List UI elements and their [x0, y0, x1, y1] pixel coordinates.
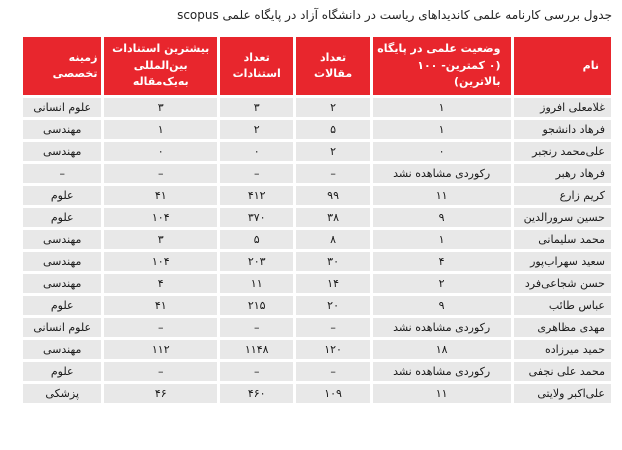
table-row — [23, 164, 611, 183]
cell-status: رکوردی مشاهده نشد — [373, 362, 511, 381]
cell-name: فرهاد دانشجو — [514, 120, 612, 139]
cell-citations: ۱۱ — [220, 274, 293, 293]
cell-name: غلامعلی افروز — [514, 98, 612, 117]
cell-name: فرهاد رهبر — [514, 164, 612, 183]
table-row — [23, 230, 611, 249]
cell-max-citations: ۰ — [104, 142, 217, 161]
table-row — [23, 98, 611, 117]
page-title: جدول بررسی کارنامه علمی کاندیداهای ریاست در دانشگاه آزاد در پایگاه علمی scopus — [177, 8, 612, 22]
header-row — [23, 37, 611, 95]
cell-status: ۱۸ — [373, 340, 511, 359]
cell-name: عباس طائب — [514, 296, 612, 315]
cell-citations: ۱۱۴۸ — [220, 340, 293, 359]
cell-max-citations: ۴ — [104, 274, 217, 293]
cell-max-citations: ۱۱۲ — [104, 340, 217, 359]
cell-status: ۱۱ — [373, 384, 511, 403]
table-row — [23, 274, 611, 293]
cell-status: ۱ — [373, 120, 511, 139]
cell-max-citations: ۴۱ — [104, 186, 217, 205]
cell-status: ۱ — [373, 230, 511, 249]
cell-name: علی‌محمد رنجبر — [514, 142, 612, 161]
cell-articles: ۲ — [296, 142, 369, 161]
cell-name: محمد علی نجفی — [514, 362, 612, 381]
cell-field: علوم انسانی — [23, 98, 101, 117]
cell-articles: ۲۰ — [296, 296, 369, 315]
table-row — [23, 142, 611, 161]
cell-max-citations: ۱۰۴ — [104, 252, 217, 271]
table-row — [23, 120, 611, 139]
cell-max-citations: – — [104, 318, 217, 337]
cell-max-citations: ۱۰۴ — [104, 208, 217, 227]
cell-articles: ۱۴ — [296, 274, 369, 293]
cell-name: حسن شجاعی‌فرد — [514, 274, 612, 293]
cell-max-citations: ۳ — [104, 98, 217, 117]
cell-field: مهندسی — [23, 120, 101, 139]
table-row — [23, 296, 611, 315]
cell-field: مهندسی — [23, 274, 101, 293]
cell-status: رکوردی مشاهده نشد — [373, 318, 511, 337]
cell-field: مهندسی — [23, 230, 101, 249]
cell-name: حمید میرزاده — [514, 340, 612, 359]
cell-field: علوم — [23, 186, 101, 205]
table-row — [23, 186, 611, 205]
table-row — [23, 340, 611, 359]
cell-citations: ۲ — [220, 120, 293, 139]
cell-citations: ۲۱۵ — [220, 296, 293, 315]
col-header-name: نام — [514, 37, 612, 95]
cell-status: ۹ — [373, 296, 511, 315]
cell-field: مهندسی — [23, 252, 101, 271]
cell-articles: ۸ — [296, 230, 369, 249]
cell-articles: – — [296, 362, 369, 381]
cell-citations: ۳ — [220, 98, 293, 117]
cell-status: رکوردی مشاهده نشد — [373, 164, 511, 183]
cell-field: علوم انسانی — [23, 318, 101, 337]
cell-articles: ۱۰۹ — [296, 384, 369, 403]
cell-field: علوم — [23, 208, 101, 227]
cell-max-citations: ۳ — [104, 230, 217, 249]
col-header-status: وضعیت علمی در پایگاه (۰ کمترین- ۱۰۰ بالاترین) — [373, 37, 511, 95]
cell-status: ۲ — [373, 274, 511, 293]
cell-citations: ۲۰۳ — [220, 252, 293, 271]
cell-citations: ۳۷۰ — [220, 208, 293, 227]
cell-citations: ۰ — [220, 142, 293, 161]
cell-name: سعید سهراب‌پور — [514, 252, 612, 271]
cell-citations: ۴۱۲ — [220, 186, 293, 205]
cell-field: مهندسی — [23, 340, 101, 359]
cell-status: ۴ — [373, 252, 511, 271]
cell-citations: – — [220, 164, 293, 183]
cell-name: علی‌اکبر ولایتی — [514, 384, 612, 403]
cell-status: ۱۱ — [373, 186, 511, 205]
col-header-max-citations: بیشترین استنادات بین‌المللی به‌یک‌مقاله — [104, 37, 217, 95]
table-body — [23, 98, 611, 403]
cell-field: پزشکی — [23, 384, 101, 403]
cell-name: حسین سرورالدین — [514, 208, 612, 227]
cell-field: – — [23, 164, 101, 183]
table-row — [23, 318, 611, 337]
col-header-citations: تعداد استنادات — [220, 37, 293, 95]
cell-field: مهندسی — [23, 142, 101, 161]
cell-max-citations: – — [104, 164, 217, 183]
cell-name: مهدی مظاهری — [514, 318, 612, 337]
cell-max-citations: ۴۶ — [104, 384, 217, 403]
cell-name: محمد سلیمانی — [514, 230, 612, 249]
cell-articles: ۵ — [296, 120, 369, 139]
cell-citations: – — [220, 362, 293, 381]
candidates-table — [20, 34, 614, 406]
cell-citations: – — [220, 318, 293, 337]
col-header-field: زمینه تخصصی — [23, 37, 101, 95]
table-row — [23, 384, 611, 403]
table-row — [23, 362, 611, 381]
cell-articles: – — [296, 318, 369, 337]
cell-field: علوم — [23, 362, 101, 381]
cell-max-citations: – — [104, 362, 217, 381]
cell-status: ۰ — [373, 142, 511, 161]
cell-articles: ۲ — [296, 98, 369, 117]
cell-articles: ۱۲۰ — [296, 340, 369, 359]
cell-articles: ۳۰ — [296, 252, 369, 271]
cell-articles: – — [296, 164, 369, 183]
cell-status: ۹ — [373, 208, 511, 227]
cell-articles: ۹۹ — [296, 186, 369, 205]
col-header-articles: تعداد مقالات — [296, 37, 369, 95]
cell-field: علوم — [23, 296, 101, 315]
table-row — [23, 208, 611, 227]
cell-citations: ۵ — [220, 230, 293, 249]
cell-max-citations: ۴۱ — [104, 296, 217, 315]
cell-articles: ۳۸ — [296, 208, 369, 227]
cell-name: کریم زارع — [514, 186, 612, 205]
cell-status: ۱ — [373, 98, 511, 117]
table-row — [23, 252, 611, 271]
cell-citations: ۴۶۰ — [220, 384, 293, 403]
cell-max-citations: ۱ — [104, 120, 217, 139]
